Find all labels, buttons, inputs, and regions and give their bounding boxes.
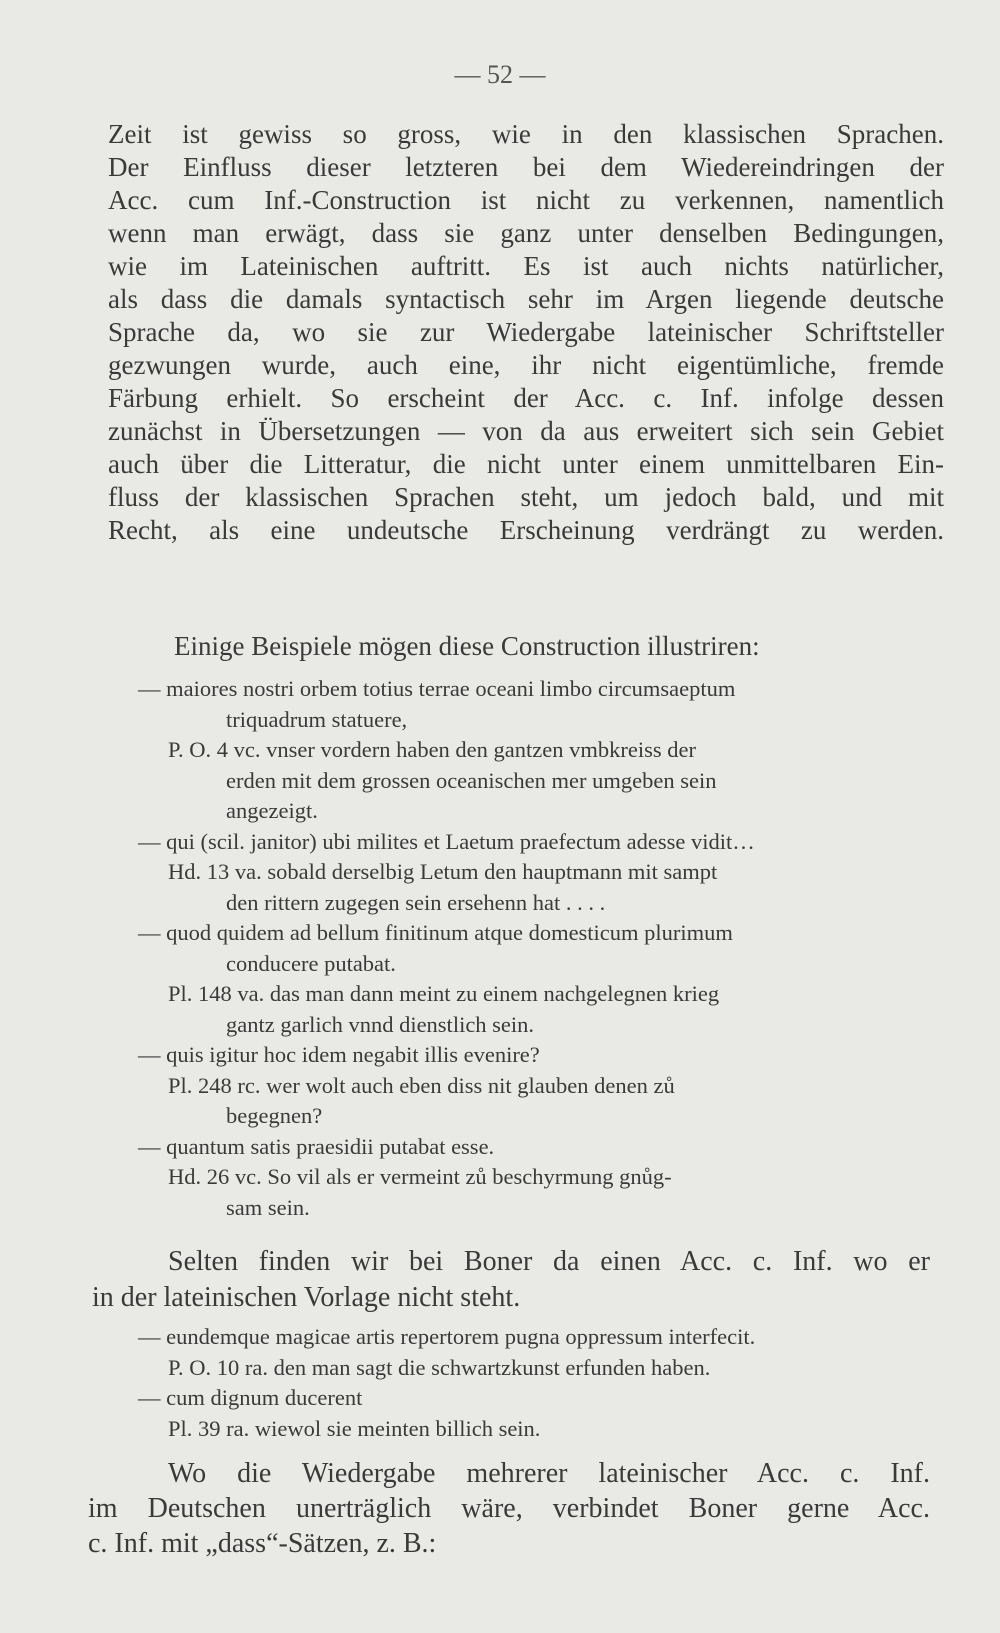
text-line: c. Inf. mit „dass“-Sätzen, z. B.:: [88, 1528, 437, 1559]
text-line: gezwungen wurde, auch eine, ihr nicht eigentümliche, fremde: [108, 350, 944, 380]
text-line: Sprache da, wo sie zur Wiedergabe lateinischer Schriftsteller: [108, 317, 944, 347]
text-line: Selten finden wir bei Boner da einen Acc. c. Inf. wo er: [168, 1246, 930, 1277]
text-line: wie im Lateinischen auftritt. Es ist auch nichts natürlicher,: [108, 251, 944, 281]
example-line: erden mit dem grossen oceanischen mer umgeben sein: [226, 767, 717, 793]
paragraph-2: [174, 630, 914, 663]
text-line: als dass die damals syntactisch sehr im Argen liegende deutsche: [108, 284, 944, 314]
example-line: sam sein.: [226, 1194, 310, 1220]
example-line: gantz garlich vnnd dienstlich sein.: [226, 1011, 535, 1037]
paragraph-1: [108, 118, 944, 547]
examples-block-2: [138, 1322, 938, 1444]
paragraph-4: [88, 1456, 930, 1561]
example-line: Pl. 39 ra. wiewol sie meinten billich sein.: [168, 1415, 541, 1441]
text-line: Recht, als eine undeutsche Erscheinung verdrängt zu werden.: [108, 515, 944, 545]
text-line: Zeit ist gewiss so gross, wie in den klassischen Sprachen.: [108, 119, 944, 149]
text-line: Färbung erhielt. So erscheint der Acc. c. Inf. infolge dessen: [108, 383, 944, 413]
example-line: — quantum satis praesidii putabat esse.: [138, 1133, 495, 1159]
text-line: wenn man erwägt, dass sie ganz unter denselben Bedingungen,: [108, 218, 944, 248]
text-line: Wo die Wiedergabe mehrerer lateinischer Acc. c. Inf.: [168, 1458, 930, 1489]
text-line: Einige Beispiele mögen diese Construction illustriren:: [174, 631, 760, 661]
example-line: — cum dignum ducerent: [138, 1385, 363, 1410]
text-line: fluss der klassischen Sprachen steht, um jedoch bald, und mit: [108, 482, 944, 512]
example-line: triquadrum statuere,: [226, 706, 408, 732]
example-line: Hd. 26 vc. So vil als er vermeint zů beschyrmung gnůg-: [168, 1164, 672, 1189]
example-line: — eundemque magicae artis repertorem pugna oppressum interfecit.: [138, 1324, 756, 1349]
example-line: Pl. 248 rc. wer wolt auch eben diss nit glauben denen zů: [168, 1072, 675, 1098]
example-line: Hd. 13 va. sobald derselbig Letum den hauptmann mit sampt: [168, 859, 718, 884]
text-line: Der Einfluss dieser letzteren bei dem Wiedereindringen der: [108, 152, 944, 182]
example-line: — maiores nostri orbem totius terrae oceani limbo circumsaeptum: [138, 676, 736, 701]
example-line: P. O. 10 ra. den man sagt die schwartzkunst erfunden haben.: [168, 1354, 711, 1380]
text-line: zunächst in Übersetzungen — von da aus erweitert sich sein Gebiet: [108, 416, 944, 446]
example-line: — quod quidem ad bellum finitinum atque domesticum plurimum: [138, 920, 733, 945]
example-line: — qui (scil. janitor) ubi milites et Laetum praefectum adesse vidit…: [138, 828, 755, 854]
example-line: angezeigt.: [226, 798, 318, 823]
example-line: P. O. 4 vc. vnser vordern haben den gantzen vmbkreiss der: [168, 737, 696, 762]
text-line: im Deutschen unerträglich wäre, verbindet Boner gerne Acc.: [88, 1493, 930, 1524]
examples-block-1: [138, 674, 938, 1223]
example-line: — quis igitur hoc idem negabit illis evenire?: [138, 1042, 540, 1067]
text-line: auch über die Litteratur, die nicht unter einem unmittelbaren Ein-: [108, 449, 944, 479]
text-line: in der lateinischen Vorlage nicht steht.: [92, 1282, 521, 1313]
page-number: — 52 —: [454, 60, 546, 89]
paragraph-3: [92, 1244, 930, 1316]
example-line: Pl. 148 va. das man dann meint zu einem nachgelegnen krieg: [168, 981, 720, 1006]
text-line: Acc. cum Inf.-Construction ist nicht zu verkennen, namentlich: [108, 185, 944, 215]
example-line: den rittern zugegen sein ersehenn hat . . . .: [226, 889, 606, 915]
example-line: begegnen?: [226, 1103, 323, 1128]
example-line: conducere putabat.: [226, 950, 396, 976]
